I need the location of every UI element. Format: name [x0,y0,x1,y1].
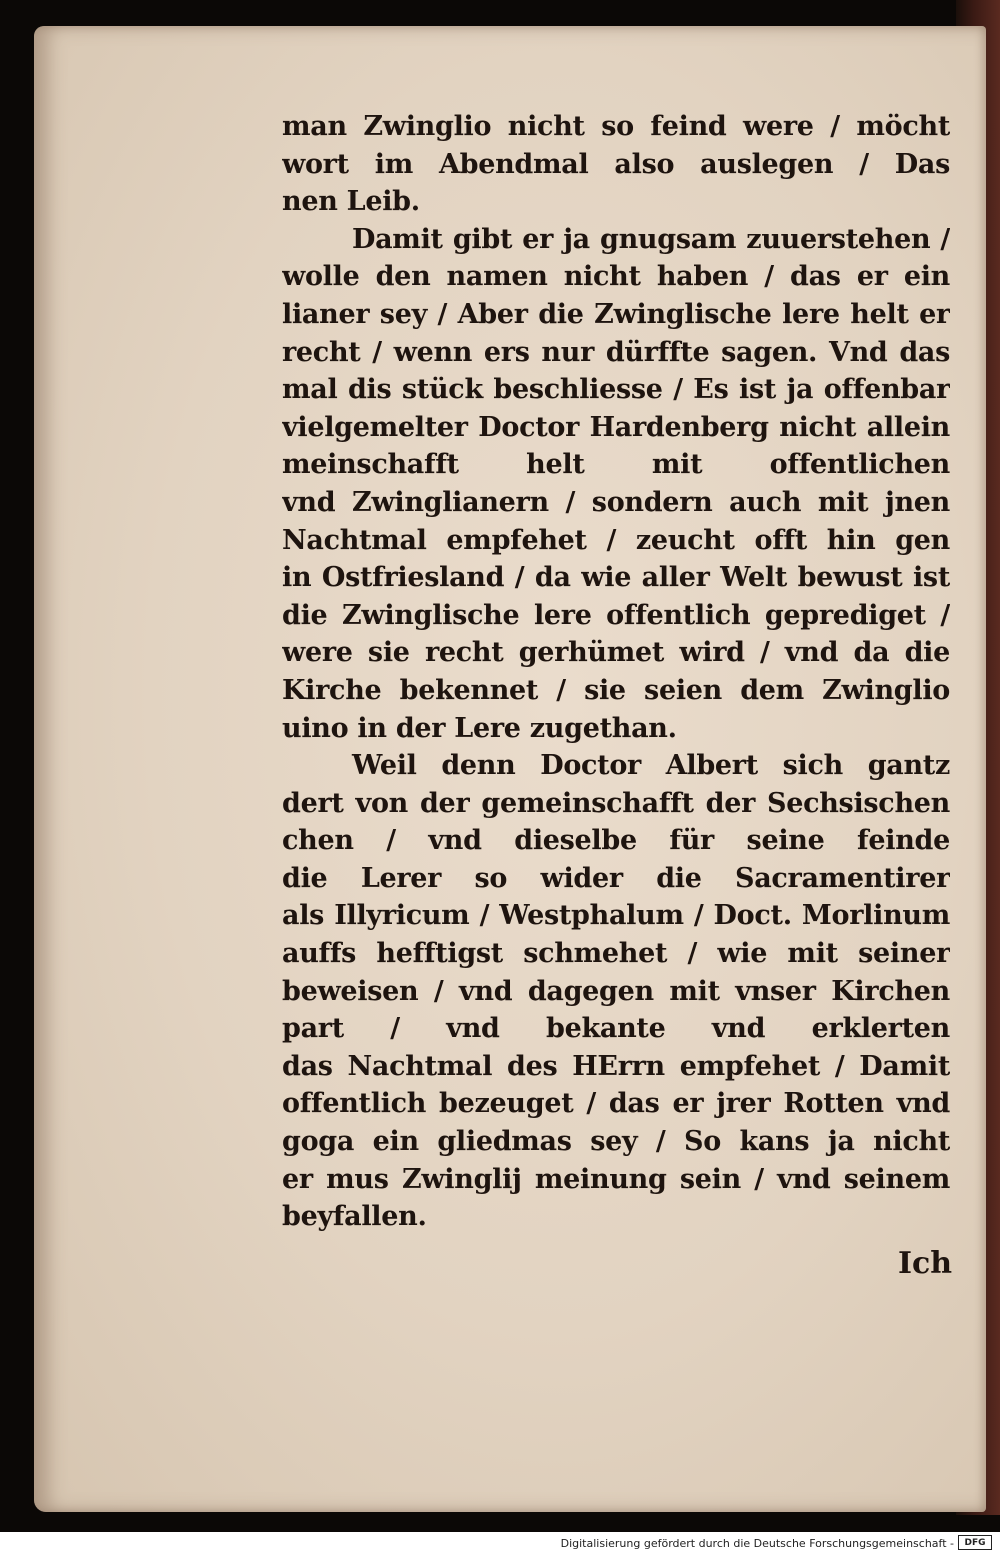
text-line: Damit gibt er ja gnugsam zuuerstehen / [352,223,950,255]
text-line: beyfallen. [282,1201,427,1233]
text-line: meinschafft helt mit offentlichen [282,449,950,481]
text-line: were sie recht gerhümet wird / vnd da die [282,637,950,669]
text-line: beweisen / vnd dagegen mit vnser Kirchen [282,975,950,1007]
text-line: dert von der gemeinschafft der Sechsischen [282,787,950,819]
text-line: recht / wenn ers nur dürffte sagen. Vnd das [282,336,950,368]
dfg-logo: DFG [958,1535,992,1550]
text-line: er mus Zwinglij meinung sein / vnd seinem [282,1163,950,1195]
text-line: die Lerer so wider die Sacramentirer [282,862,950,894]
text-line: das Nachtmal des HErrn empfehet / Damit [282,1050,950,1082]
text-line: wort im Abendmal also auslegen / Das [282,148,950,180]
text-line: Kirche bekennet / sie seien dem Zwinglio [282,674,950,706]
text-line: goga ein gliedmas sey / So kans ja nicht [282,1126,950,1158]
text-line: part / vnd bekante vnd erklerten [282,1013,950,1045]
text-line: mal dis stück beschliesse / Es ist ja offenbar [282,374,950,406]
text-line: nen Leib. [282,186,420,218]
catchword: Ich [898,1246,953,1281]
text-line: vnd Zwinglianern / sondern auch mit jnen [282,486,950,518]
funding-credit: Digitalisierung gefördert durch die Deutsche Forschungsgemeinschaft - [560,1537,954,1550]
text-line: lianer sey / Aber die Zwinglische lere helt er [282,298,950,330]
text-line: Nachtmal empfehet / zeucht offt hin gen [282,524,950,556]
page-text [282,108,950,1236]
text-line: auffs hefftigst schmehet / wie mit seiner [282,938,950,970]
text-line: man Zwinglio nicht so feind were / möcht [282,111,950,142]
text-line: vielgemelter Doctor Hardenberg nicht allein [282,411,950,443]
text-line: Weil denn Doctor Albert sich gantz [352,750,950,782]
text-line: offentlich bezeuget / das er jrer Rotten vnd [282,1088,950,1120]
text-line: uino in der Lere zugethan. [282,712,677,744]
text-line: in Ostfriesland / da wie aller Welt bewust ist [282,562,950,594]
text-line: wolle den namen nicht haben / das er ein [282,261,950,293]
text-line: chen / vnd dieselbe für seine feinde [282,825,950,857]
text-line: als Illyricum / Westphalum / Doct. Morlinum [282,900,950,932]
text-line: die Zwinglische lere offentlich geprediget / [282,599,950,631]
